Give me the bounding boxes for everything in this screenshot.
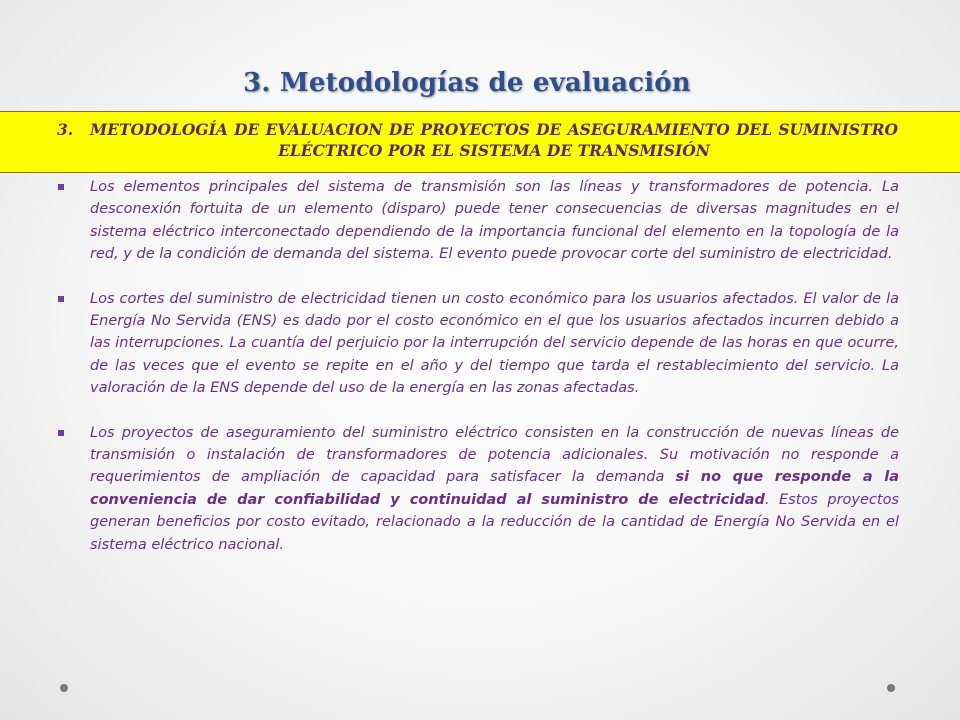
- bullet-text: Los elementos principales del sistema de transmisión son las líneas y transformadores de potencia. La desconexión fortuita de un elemento (disparo) puede tener consecuencias de diversas magnitudes en el sistema eléctrico interconectado dependiendo de la importancia funcional del elemento en la topología de la red, y de la condición de demanda del sistema. El evento puede provocar corte del suministro de electricidad.: [90, 179, 899, 263]
- square-bullet-icon: [58, 296, 64, 302]
- bullet-text: . Estos proyectos generan beneficios por costo evitado, relacionado a la reducción de la cantidad de Energía No Servida en el sistema eléctrico nacional.: [90, 491, 899, 553]
- section-banner: [0, 111, 960, 173]
- banner-heading: METODOLOGÍA DE EVALUACION DE PROYECTOS DE ASEGURAMIENTO DEL SUMINISTRO ELÉCTRICO POR EL SISTEMA DE TRANSMISIÓN: [90, 120, 898, 160]
- bullet-text: Los cortes del suministro de electricidad tienen un costo económico para los usuarios afectados. El valor de la Energía No Servida (ENS) es dado por el costo económico en el que los usuarios afectados incurren debido a las interrupciones. La cuantía del perjuicio por la interrupción del servicio depende de las horas en que ocurre, de las veces que el evento se repite en el año y del tiempo que tarda el restablecimiento del servicio. La valoración de la ENS depende del uso de la energía en las zonas afectadas.: [90, 290, 899, 397]
- banner-number: 3.: [57, 120, 74, 139]
- bullet-emphasis: si no que responde a la conveniencia de dar confiabilidad y continuidad al suministro de electricidad: [90, 469, 899, 508]
- square-bullet-icon: [58, 430, 64, 436]
- bullet-list: [57, 176, 899, 556]
- bullet-item-transmission-elements: [57, 176, 899, 266]
- decorative-dot-left: [60, 684, 68, 692]
- bullet-text: Los proyectos de aseguramiento del suministro eléctrico consisten en la construcción de nuevas líneas de transmisión o instalación de transformadores de potencia adicionales. Su motivación no responde a requerimientos de ampliación de capacidad para satisfacer la demanda: [90, 424, 899, 486]
- bullet-item-supply-cuts: [57, 288, 899, 400]
- square-bullet-icon: [58, 184, 64, 190]
- decorative-dot-right: [887, 684, 895, 692]
- slide-title: 3. Metodologías de evaluación: [243, 68, 691, 98]
- bullet-item-assurance-projects: [57, 422, 899, 556]
